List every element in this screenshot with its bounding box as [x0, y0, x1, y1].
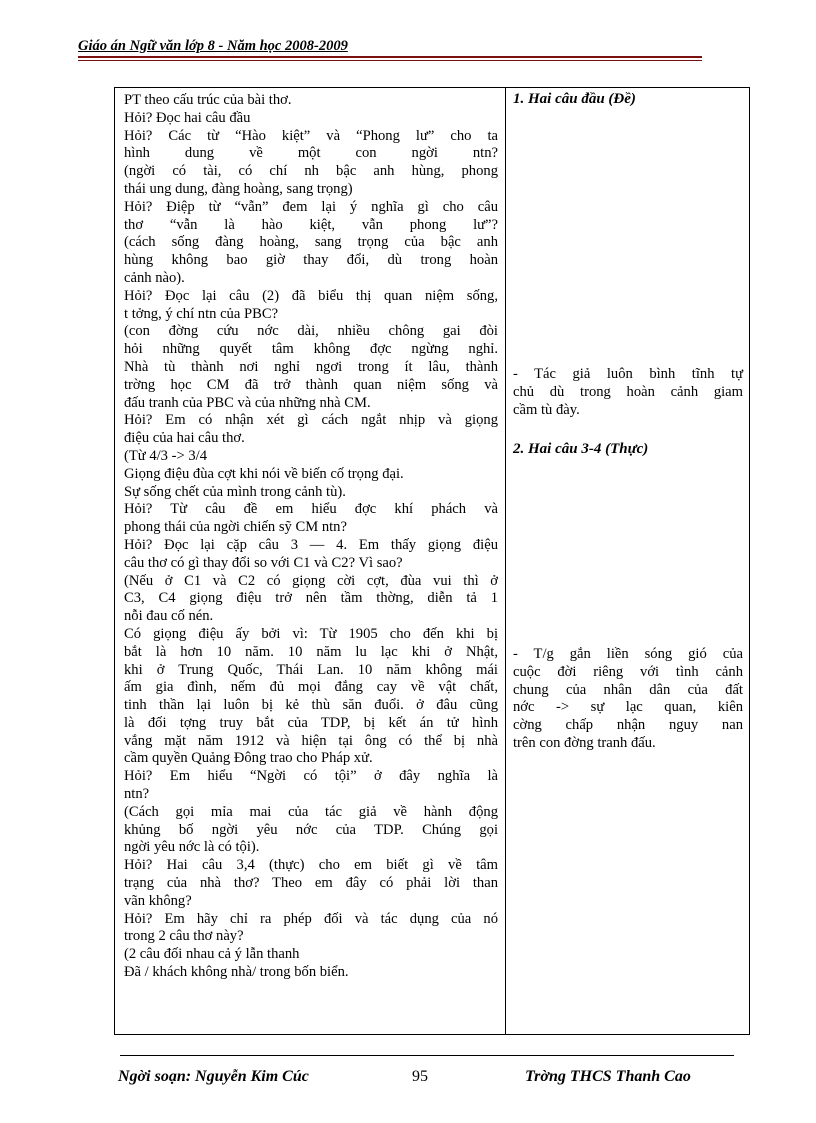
text-line: Hỏi? Em có nhận xét gì cách ngắt nhịp và giọng [124, 412, 498, 429]
text-line: chung của nhân dân của đất [513, 681, 743, 698]
section-note-1 [513, 366, 743, 419]
text-line: trạng của nhà thơ? Theo em đây có phải lời than [124, 875, 498, 892]
text-line: Hỏi? Em hãy chỉ ra phép đối và tác dụng của nó [124, 910, 498, 927]
text-line: - Tác giả luôn bình tĩnh tự [513, 366, 743, 382]
text-line: trên con đờng tranh đấu. [513, 734, 656, 751]
text-line: (con đờng cứu nớc dài, nhiều chông gai đòi [124, 323, 498, 340]
text-line: ngời yêu nớc là có tội). [124, 839, 260, 856]
text-line: cảnh nào). [124, 269, 185, 286]
text-line: Nhà tù thành nơi nghỉ ngơi trong ít lâu, thành [124, 358, 498, 375]
text-line: ấm gia đình, nếm đủ mọi đắng cay về vật chất, [124, 679, 498, 696]
text-line: (cách sống đàng hoàng, sang trọng của bậc anh [124, 234, 498, 251]
text-line: Hỏi? Từ câu đề em hiểu đợc khí phách và [124, 501, 498, 518]
text-line: trờng học CM đã trở thành quan niệm sống và [124, 376, 498, 393]
text-line: (Nếu ở C1 và C2 có giọng cời cợt, đùa vui thì ở [124, 572, 498, 589]
text-line: Hỏi? Các từ “Hào kiệt” và “Phong lư” cho ta [124, 127, 498, 144]
text-line: (Từ 4/3 -> 3/4 [124, 447, 208, 464]
text-line: hùng không bao giờ thay đổi, dù trong hoàn [124, 252, 498, 269]
text-line: cầm quyền Quảng Đông trao cho Pháp xử. [124, 750, 373, 767]
text-line: nớc -> sự lạc quan, kiên [513, 699, 743, 716]
text-line: câu thơ có gì thay đổi so với C1 và C2? Vì sao? [124, 554, 403, 571]
text-line: bắt là hơn 10 năm. 10 năm lu lạc khi ở Nhật, [124, 643, 498, 660]
footer-school: Trờng THCS Thanh Cao [525, 1068, 691, 1085]
text-line: vãn không? [124, 892, 192, 909]
text-line: Giọng điệu đùa cợt khi nói về biến cố trọng đại. [124, 465, 404, 482]
text-line: Đã / khách không nhà/ trong bốn biển. [124, 964, 349, 981]
text-line: cuộc đời riêng với tình cảnh [513, 663, 743, 680]
text-line: phong thái của ngời chiến sỹ CM ntn? [124, 519, 347, 536]
section-note-2 [513, 646, 743, 753]
text-line: thơ “vẫn là hào kiệt, vẫn phong lư”? [124, 216, 498, 233]
header-rule-thin [78, 60, 702, 61]
text-line: ntn? [124, 786, 150, 803]
text-line: khi ở Trung Quốc, Thái Lan. 10 năm không mái [124, 661, 498, 678]
footer-rule [120, 1055, 734, 1056]
text-line: (Cách gọi mỉa mai của tác giả về hành động [124, 803, 498, 820]
text-line: t tởng, ý chí ntn của PBC? [124, 305, 279, 322]
text-line: (ngời có tài, có chí nh bậc anh hùng, phong [124, 163, 498, 180]
text-line: Hỏi? Hai câu 3,4 (thực) cho em biết gì về tâm [124, 857, 498, 874]
text-line: cầm tù đày. [513, 401, 580, 418]
text-line: nỗi đau cố nén. [124, 608, 214, 625]
text-line: Hỏi? Đọc lại câu (2) đã biểu thị quan niệm sống, [124, 287, 498, 304]
text-line: tinh thần lại luôn bị kẻ thù săn đuổi. ở đâu cũng [124, 697, 498, 714]
footer-author: Ngời soạn: Nguyễn Kim Cúc [118, 1068, 309, 1085]
text-line: Sự sống chết của mình trong cảnh tù). [124, 483, 346, 500]
text-line: Hỏi? Điệp từ “vẫn” đem lại ý nghĩa gì cho câu [124, 198, 498, 215]
text-line: Hỏi? Đọc lại cặp câu 3 — 4. Em thấy giọng điệu [124, 536, 498, 553]
header-rule [78, 56, 702, 58]
text-line: (2 câu đối nhau cả ý lẫn thanh [124, 946, 300, 963]
text-line: C3, C4 giọng điệu trở nên tầm thờng, diễn tả 1 [124, 590, 498, 607]
text-line: - T/g gắn liền sóng gió của [513, 646, 743, 662]
text-line: PT theo cấu trúc của bài thơ. [124, 92, 292, 108]
text-line: đấu tranh của PBC và của những nhà CM. [124, 394, 371, 411]
teacher-questions-column [124, 92, 498, 982]
text-line: chủ dù trong hoàn cảnh giam [513, 383, 743, 400]
text-line: là đối tợng truy bắt của TDP, bị kết án tử hình [124, 714, 498, 731]
text-line: trong 2 câu thơ này? [124, 928, 244, 945]
text-line: hình dung về một con ngời ntn? [124, 145, 498, 162]
text-line: Hỏi? Đọc hai câu đầu [124, 109, 251, 126]
footer-page-number: 95 [412, 1068, 428, 1085]
column-divider [505, 88, 506, 1034]
section-heading-2: 2. Hai câu 3-4 (Thực) [513, 441, 649, 457]
text-line: khủng bố ngời yêu nớc của TDP. Chúng gọi [124, 821, 498, 838]
text-line: hỏi những quyết tâm không đợc ngừng nghỉ. [124, 341, 498, 358]
text-line: Có giọng điệu ấy bởi vì: Từ 1905 cho đến khi bị [124, 625, 498, 642]
text-line: vắng mặt năm 1912 và hiện tại ông có thể bị nhà [124, 732, 498, 749]
text-line: cờng chấp nhận nguy nan [513, 717, 743, 734]
text-line: thái ung dung, đàng hoàng, sang trọng) [124, 180, 353, 197]
section-heading-1: 1. Hai câu đầu (Đề) [513, 91, 636, 107]
document-header-title: Giáo án Ngữ văn lớp 8 - Năm học 2008-2009 [78, 38, 348, 54]
lesson-table [114, 87, 750, 1035]
text-line: Hỏi? Em hiểu “Ngời có tội” ở đây nghĩa là [124, 768, 498, 785]
text-line: điệu của hai câu thơ. [124, 430, 245, 447]
